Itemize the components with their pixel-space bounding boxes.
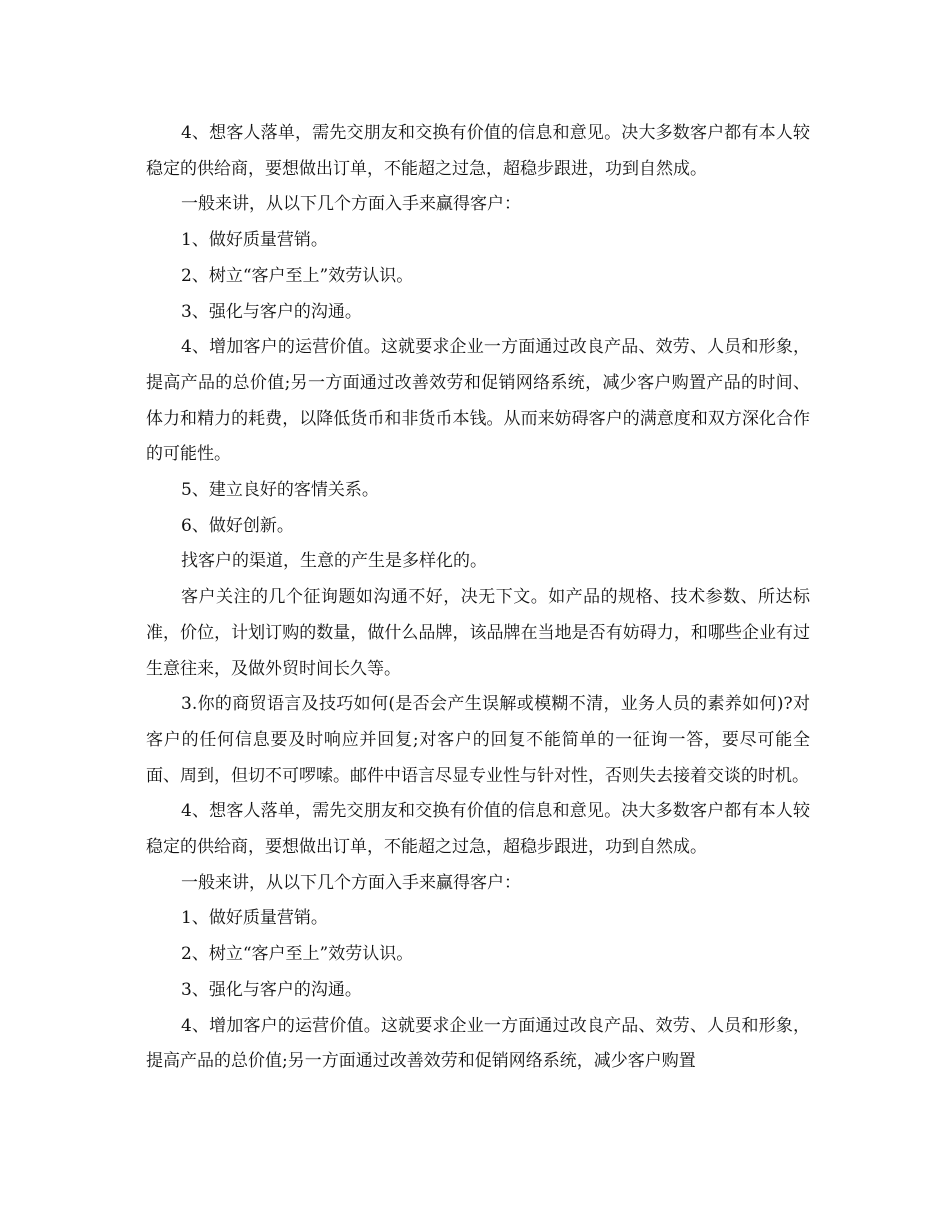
- paragraph-6: 4、增加客户的运营价值。这就要求企业一方面通过改良产品、效劳、人员和形象，提高产品的总价值;另一方面通过改善效劳和促销网络系统，减少客户购置产品的时间、体力和精力的耗费，以降低货币和非货币本钱。从而来妨碍客户的满意度和双方深化合作的可能性。: [146, 337, 810, 465]
- paragraph-3: 1、做好质量营销。: [181, 230, 328, 251]
- paragraph-9: 找客户的渠道，生意的产生是多样化的。: [181, 551, 487, 572]
- paragraph-2: 一般来讲，从以下几个方面入手来赢得客户：: [181, 194, 521, 215]
- paragraph-7: 5、建立良好的客情关系。: [181, 480, 379, 501]
- paragraph-1: 4、想客人落单，需先交朋友和交换有价值的信息和意见。决大多数客户都有本人较稳定的供给商，要想做出订单，不能超之过急，超稳步跟进，功到自然成。: [146, 123, 810, 179]
- document-page: [146, 116, 810, 1080]
- paragraph-4: 2、树立“客户至上”效劳认识。: [181, 265, 414, 286]
- paragraph-8: 6、做好创新。: [181, 515, 294, 536]
- paragraph-11: 3.你的商贸语言及技巧如何(是否会产生误解或模糊不清，业务人员的素养如何)?对客户的任何信息要及时响应并回复;对客户的回复不能简单的一征询一答，要尽可能全面、周到，但切不可啰嗦。邮件中语言尽显专业性与针对性，否则失去接着交谈的时机。: [146, 694, 810, 786]
- paragraph-17: 4、增加客户的运营价值。这就要求企业一方面通过改良产品、效劳、人员和形象，提高产品的总价值;另一方面通过改善效劳和促销网络系统，减少客户购置: [146, 1015, 810, 1072]
- paragraph-16: 3、强化与客户的沟通。: [181, 979, 362, 1000]
- paragraph-13: 一般来讲，从以下几个方面入手来赢得客户：: [181, 872, 521, 893]
- paragraph-12: 4、想客人落单，需先交朋友和交换有价值的信息和意见。决大多数客户都有本人较稳定的供给商，要想做出订单，不能超之过急，超稳步跟进，功到自然成。: [146, 801, 810, 858]
- paragraph-14: 1、做好质量营销。: [181, 908, 328, 929]
- paragraph-15: 2、树立“客户至上”效劳认识。: [181, 944, 414, 965]
- paragraph-10: 客户关注的几个征询题如沟通不好，决无下文。如产品的规格、技术参数、所达标准，价位，计划订购的数量，做什么品牌，该品牌在当地是否有妨碍力，和哪些企业有过生意往来，及做外贸时间长久等。: [146, 587, 810, 679]
- paragraph-5: 3、强化与客户的沟通。: [181, 301, 362, 322]
